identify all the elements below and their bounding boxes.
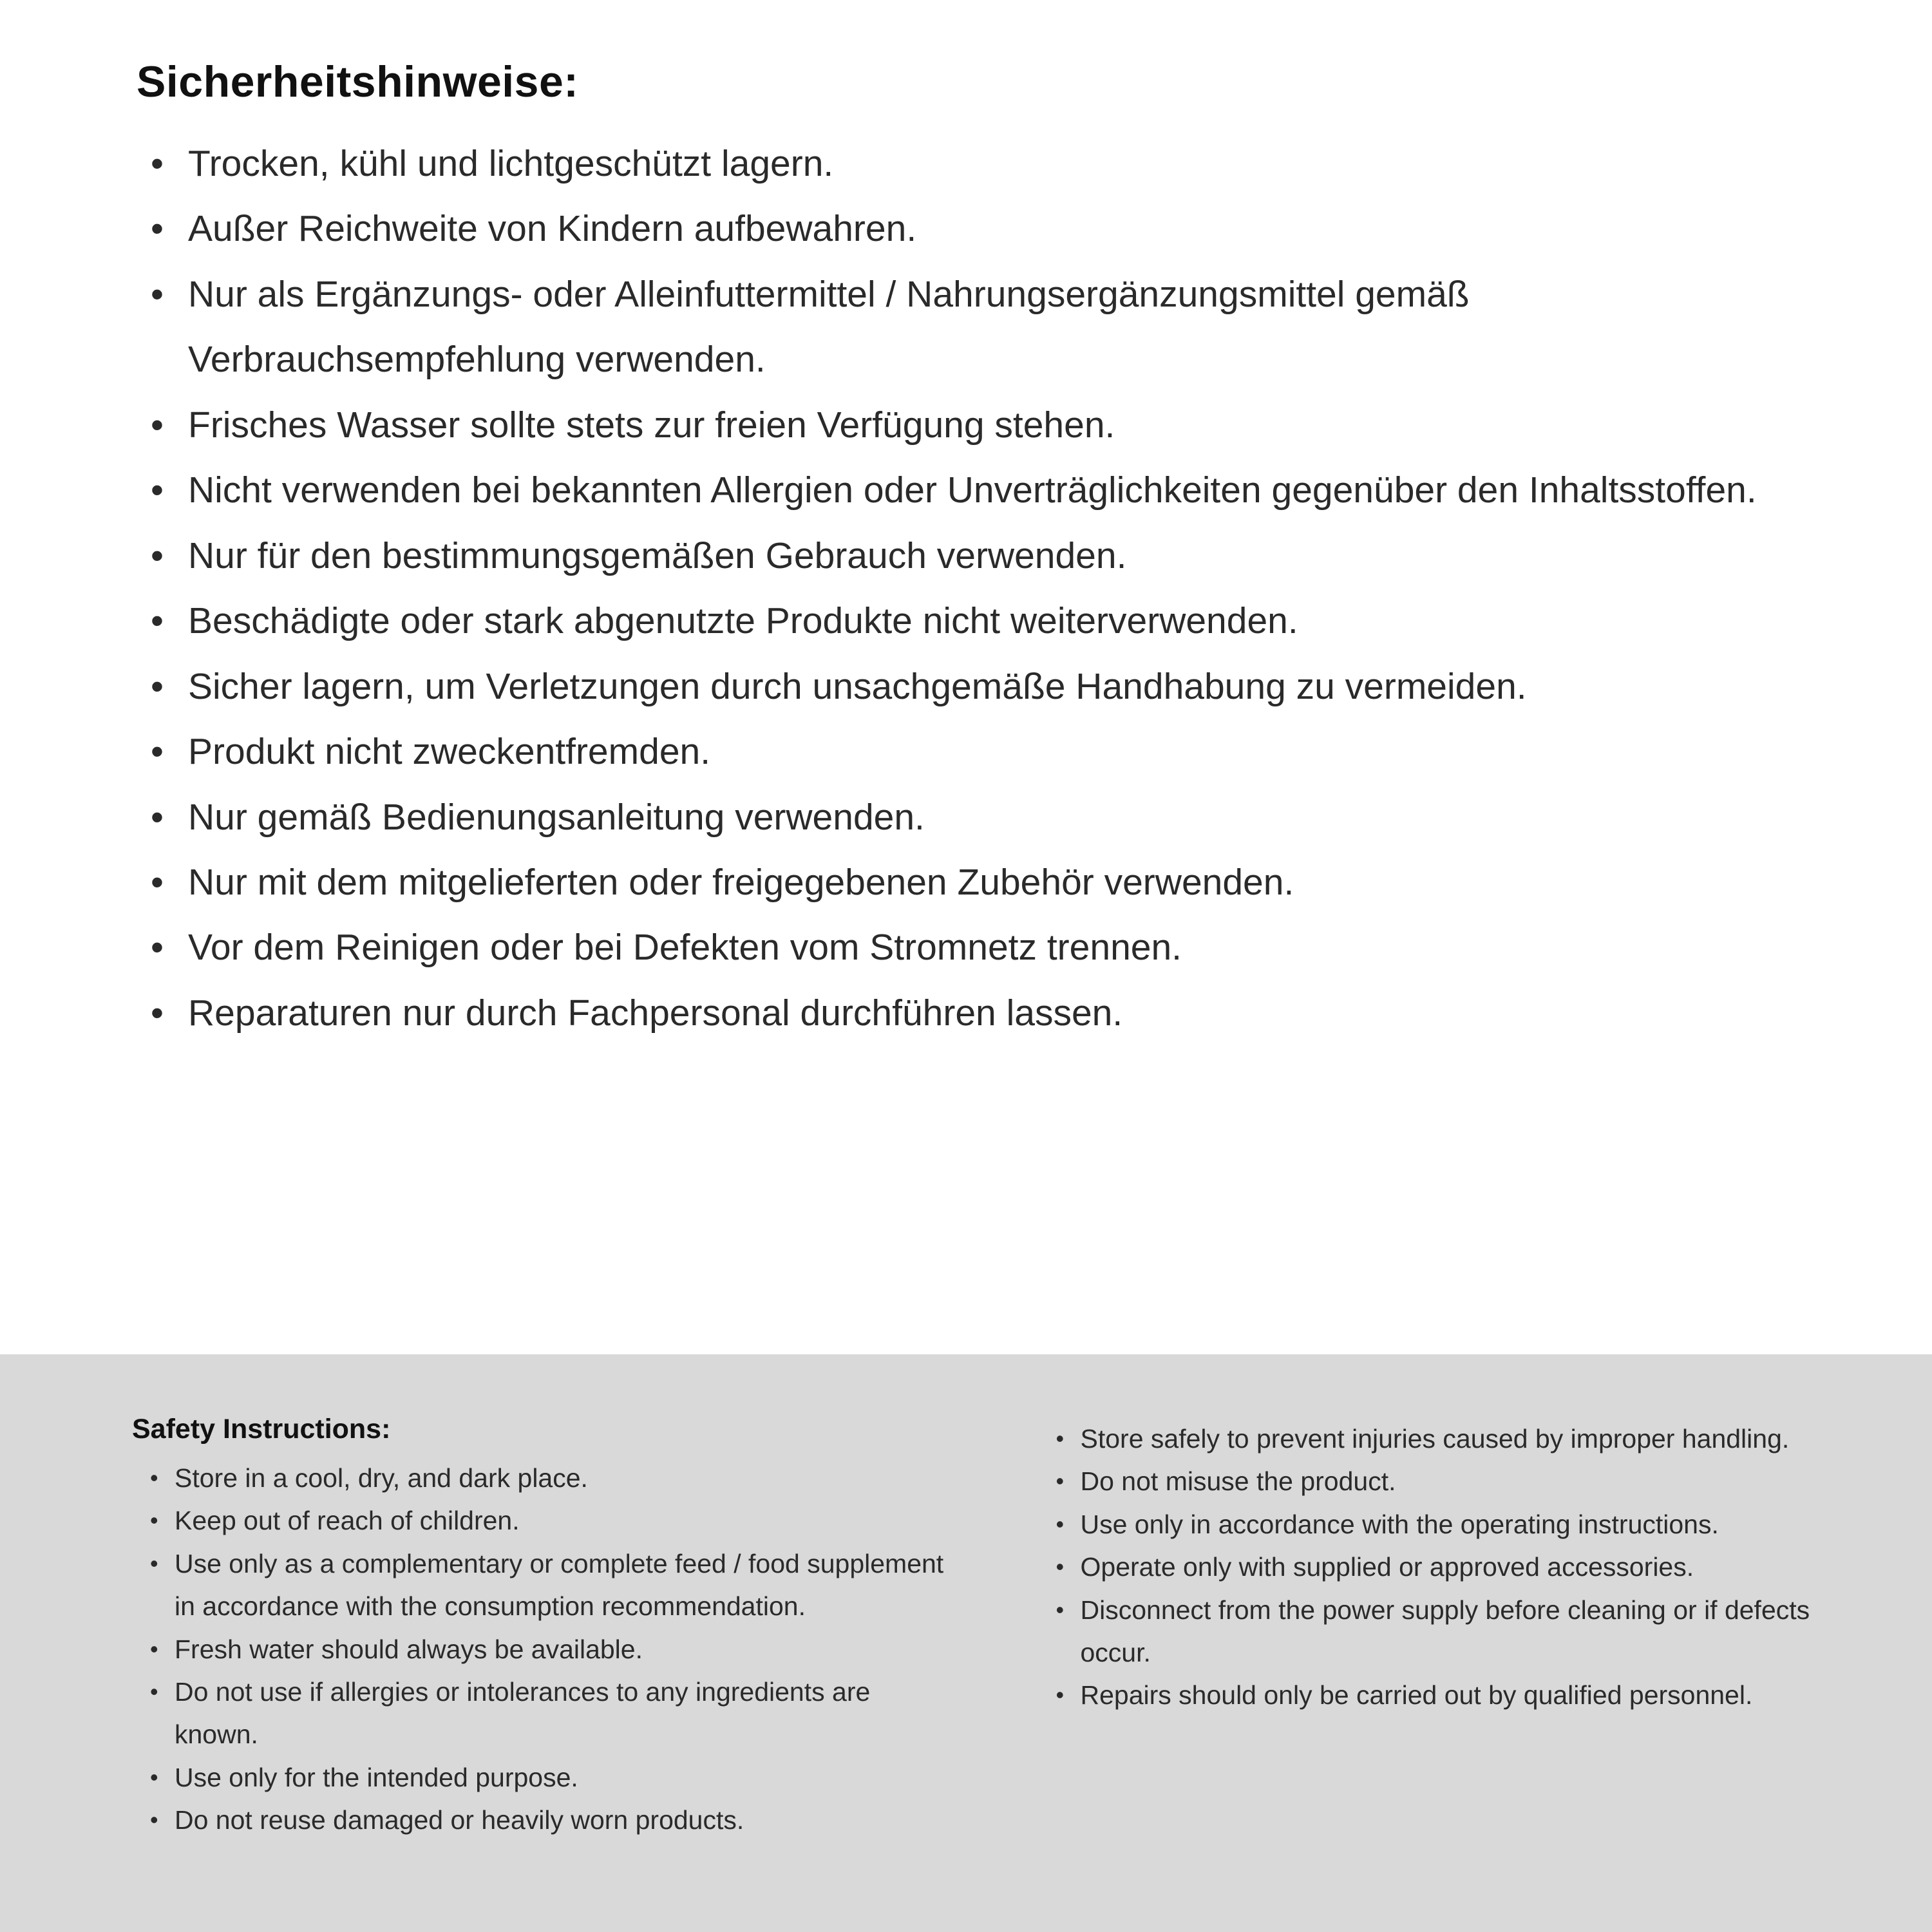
english-safety-item: • Fresh water should always be available. [146, 1628, 961, 1671]
english-safety-section [0, 1354, 1932, 1932]
german-safety-item: • Produkt nicht zweckentfremden. [137, 719, 1816, 784]
english-safety-item: • Use only in accordance with the operating instructions. [1052, 1503, 1836, 1546]
english-safety-list-left [132, 1457, 961, 1842]
english-safety-item: • Do not use if allergies or intolerances to any ingredients are known. [146, 1671, 961, 1756]
german-safety-item: • Nicht verwenden bei bekannten Allergien oder Unverträglichkeiten gegenüber den Inhaltsstoffen. [137, 458, 1816, 523]
english-safety-item: • Operate only with supplied or approved accessories. [1052, 1546, 1836, 1588]
german-safety-item: • Beschädigte oder stark abgenutzte Produkte nicht weiterverwenden. [137, 589, 1816, 654]
german-safety-item: • Trocken, kühl und lichtgeschützt lagern. [137, 131, 1816, 196]
german-safety-item: • Nur mit dem mitgelieferten oder freigegebenen Zubehör verwenden. [137, 850, 1816, 915]
german-safety-item: • Außer Reichweite von Kindern aufbewahren. [137, 196, 1816, 261]
german-heading: Sicherheitshinweise: [137, 57, 579, 106]
english-right-column [1038, 1414, 1836, 1932]
german-safety-list [137, 131, 1816, 1046]
german-safety-item: • Sicher lagern, um Verletzungen durch unsachgemäße Handhabung zu vermeiden. [137, 654, 1816, 719]
english-safety-item: • Keep out of reach of children. [146, 1499, 961, 1542]
german-safety-item: • Nur als Ergänzungs- oder Alleinfuttermittel / Nahrungsergänzungsmittel gemäß Verbrauchsempfehlung verwenden. [137, 262, 1816, 393]
english-safety-list-right [1038, 1417, 1836, 1717]
english-safety-item: • Store in a cool, dry, and dark place. [146, 1457, 961, 1499]
english-left-column [132, 1414, 961, 1932]
german-safety-item: • Reparaturen nur durch Fachpersonal durchführen lassen. [137, 981, 1816, 1046]
english-safety-item: • Use only for the intended purpose. [146, 1756, 961, 1799]
english-safety-item: • Store safely to prevent injuries caused by improper handling. [1052, 1417, 1836, 1460]
english-safety-item: • Do not reuse damaged or heavily worn products. [146, 1799, 961, 1841]
german-safety-item: • Nur gemäß Bedienungsanleitung verwenden. [137, 785, 1816, 850]
english-heading: Safety Instructions: [132, 1414, 391, 1444]
english-safety-item: • Use only as a complementary or complete feed / food supplement in accordance with the consumption recommendation. [146, 1542, 961, 1628]
german-safety-item: • Vor dem Reinigen oder bei Defekten vom Stromnetz trennen. [137, 915, 1816, 980]
german-safety-item: • Frisches Wasser sollte stets zur freien Verfügung stehen. [137, 393, 1816, 458]
english-safety-item: • Do not misuse the product. [1052, 1460, 1836, 1502]
english-safety-item: • Repairs should only be carried out by qualified personnel. [1052, 1674, 1836, 1716]
german-safety-item: • Nur für den bestimmungsgemäßen Gebrauch verwenden. [137, 524, 1816, 589]
english-safety-item: • Disconnect from the power supply before cleaning or if defects occur. [1052, 1589, 1836, 1674]
